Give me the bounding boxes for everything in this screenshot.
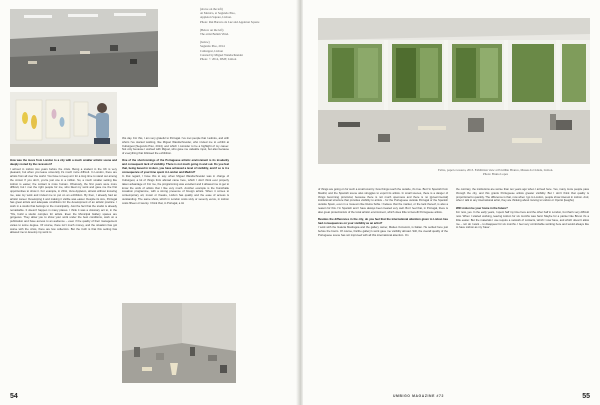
- gallery-exhibition-photo-bottom: [122, 303, 236, 383]
- interview-question: How was the move from London to a city with a much smaller artistic scene and deeply rooted by the recession?: [10, 159, 117, 166]
- caption-line: Photo: © 2014, DMF, Lisbon: [200, 57, 237, 62]
- caption-line: The artist Belém Vitiel.: [200, 32, 229, 37]
- interview-question: Will Lisbon be your home in the future?: [456, 206, 508, 210]
- caption-line: Photo: Rui Barreto da Luz and Appleton Square: [200, 19, 260, 24]
- pavilion-exhibition-photo: [318, 18, 590, 164]
- interview-answer: of things are going on for such a small country. Few things reach the outside, it's true. But I'm Spanish from Madrid, and the Spanish scene also struggles to export its artists. In small scenes, there is a danger of things becoming provincial, because there is not much openness and there is no [governmental] institutional structure that provides visibility to artists – for the Portuguese outside Portugal or the Spanish outside Spain, even in a museum like Reina Sofia. I believe that the market, or the lack thereof, is also a reason for this. I'm Spanish and I have always been treated very well. But I feel that, in Portugal, there is also great protectionism of the local artistic environment, which does little to benefit Portuguese artists.: [318, 188, 448, 214]
- left-page: [0, 0, 297, 405]
- gallery-interior-illustration: [10, 9, 158, 87]
- interview-question: Besides the differences in the city, do you feel that the international attention given to Lisbon has had consequences on your visibility as an artist?: [318, 217, 448, 225]
- caption-line: Culturgest, Lisbon: [200, 48, 223, 53]
- caption-line: Curated by Miguel Wandschneider: [200, 52, 244, 57]
- pavilion-interior-illustration: [318, 18, 590, 164]
- caption-line: Feltro, papel e tesoura, 2013. Exhibition view at Pavilhão Branco, Museu da Cidade, Lisbon.: [437, 168, 554, 172]
- magazine-footer: UMBIGO MAGAZINE #72: [393, 394, 444, 398]
- caption-line: (Below on the left): [200, 27, 224, 32]
- caption-top-left: [200, 7, 292, 61]
- caption-line: (above on the left): [200, 7, 223, 11]
- right-page-column-2: [456, 188, 589, 388]
- artist-working-photo: [10, 92, 117, 156]
- interview-answer: this day. For this, I am very grateful to Portugal. I've met people that I admire, and with whom I've started working, like Miguel Wandschneider, who invited me to exhibit at Culturgest [Segundo Piso, 2014], and which I consider to be a highlight of my career. Not only because I worked with Miguel, who gave me valuable input, but also because of everything that followed the exhibition.: [122, 137, 229, 155]
- left-page-column-1: [10, 159, 117, 396]
- photo-caption-right: [403, 168, 588, 176]
- interview-question: One of the shortcomings of the Portuguese artistic environment is its insularity and consequent lack of visibility. There is not much going in and out. Do you feel that, being based in Lisbon, you have achieved a level of visibility, and if so is it a consequence of your time spent in London and Madrid?: [122, 159, 229, 174]
- interview-answer: the contrary, the institutions are worse than ten years ago when I arrived here. Yes, many more people pass through the city, and this grants Portuguese artists greater visibility. But I don't think that quality is proportional to quantity. The difference is that, now when I go to London, people show interest in Lisbon. And, when I talk to any international artist, they are thinking about moving to Lisbon or Oporto [laughs].: [456, 188, 589, 203]
- caption-line: (below): [200, 40, 210, 45]
- interview-answer: For now, yes. In the early years, I spent half my time here and the other half in London, but that's very difficult now. When I started working, leaving Lisbon for six months was hard. Maybe for a painter like Bruno it's a little easier. But the materials I use require a network of contacts, which I now have, and which doesn't allow me – nor do I want – to disappear for six months. I feel very comfortable working here and would always like to have Lisbon as my 'base'.: [456, 211, 589, 230]
- interview-answer: I arrived in Lisbon two years before the crisis. Being a student in the UK is very pleasant, but when you leave university it's much more difficult. In London, there are artists from all over the world. You have to keep at it for a long time to stand out among the crowd. If you don't, you're just one in a million. So, a much smaller setting like Lisbon is easier, the contact is more human. Obviously, the first years were more difficult, but I met the right people for me, who liked my work and gave me the first opportunities to show it. For example, in 2011, Vera Appleton, almost without knowing me, saw my work and invited me to put on an exhibition. By then, I already had an artistic career. Developing it and making it visible was easier. Despite its size, Portugal has great artists and adequate conditions for the development of an artistic practice. I work in a studio that belongs to the municipality. Just the fact that the studio is already remarkable. It doesn't happen in many places. I think it was a visionary act to, in the '70s, build a studio complex for artists. Even the Municipal Gallery spaces are gorgeous. They allow you to show your work under the best conditions, work on a publication and have access to an audience – even if the quality of their management varies to some degree. Of course, there isn't much money, and the situation has got worse with the crisis, there are few collectors. But the truth is that this setting has allowed me to develop my work to: [10, 167, 117, 235]
- right-page-column-1: [318, 188, 448, 388]
- left-page-column-2: [122, 137, 229, 297]
- gallery-interior-photo-top: [10, 9, 158, 87]
- caption-line: At Monica, at Segundo Piso,: [200, 11, 236, 16]
- page-number-right: 55: [582, 393, 590, 400]
- caption-line: Photo: Bruno Lopes: [483, 172, 508, 177]
- interview-answer: I work with the Galeria Madragoa and the gallery owner, Matteo Consonni, is Italian. He settled here just before the boom. Of course, his/the gallery's work gave me visibility abroad. Still, the overall quality of the Portuguese scene has not improved with all this international attention. On: [318, 226, 448, 237]
- sculpture-exhibition-illustration: [122, 303, 236, 383]
- right-page: [303, 0, 600, 405]
- caption-line: Segundo Piso, 2014: [200, 44, 225, 49]
- artist-studio-illustration: [10, 92, 117, 156]
- interview-answer: In that regard, I have this to say: when Miguel Wandschneider was in charge of Culturgest, a lot of things from abroad came here, which I don't think ever properly taken advantage of. For me, the programming was excellent and it allowed me to get to know the work of artists that I like very much. Another example is the Kunsthalle Lissabon programme, with a strong presence of foreign artists. When it comes to contemporary art, music or theatre, Lisbon has quality and the ease of access is outstanding. The same show, which in London costs sixty or seventy euros, in Lisbon costs fifteen or twenty. I think that, in Portugal, a lot: [122, 175, 229, 205]
- page-number-left: 54: [10, 393, 18, 400]
- caption-line: Appleton Square, Lisbon.: [200, 15, 232, 20]
